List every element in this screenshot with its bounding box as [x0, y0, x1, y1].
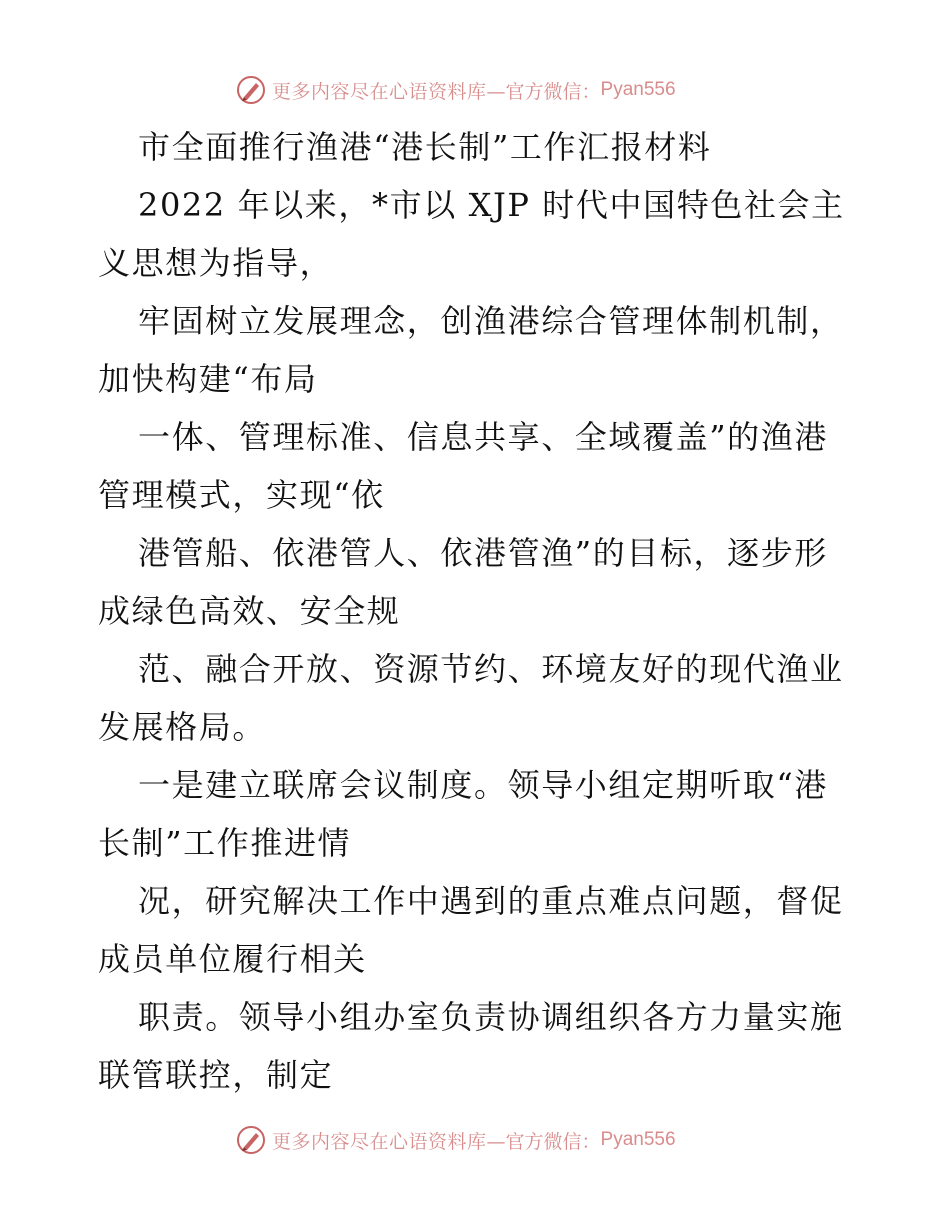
pen-logo-icon	[236, 1125, 266, 1155]
document-line: 职责。领导小组办室负责协调组织各方力量实施	[138, 998, 844, 1036]
document-body	[98, 118, 858, 1104]
document-line: 成绿色高效、安全规	[98, 592, 401, 630]
document-line: 联管联控，制定	[98, 1056, 334, 1094]
document-line: 一是建立联席会议制度。领导小组定期听取“港	[138, 766, 828, 804]
watermark-separator: —官方微信：	[486, 80, 601, 103]
document-line: 况，研究解决工作中遇到的重点难点问题，督促	[138, 882, 844, 920]
document-line: 范、融合开放、资源节约、环境友好的现代渔业	[138, 650, 844, 688]
watermark-footer	[236, 1123, 676, 1157]
watermark-separator: —官方微信：	[486, 1130, 601, 1153]
document-line: 成员单位履行相关	[98, 940, 367, 978]
document-line: 加快构建“布局	[98, 360, 318, 398]
watermark-wechat-id: Pyan556	[600, 1129, 676, 1150]
document-line: 管理模式，实现“依	[98, 476, 385, 514]
watermark-text: 更多内容尽在心语资料库	[272, 1130, 487, 1153]
watermark-text: 更多内容尽在心语资料库	[272, 80, 487, 103]
document-line: 义思想为指导，	[98, 244, 334, 282]
document-line: 市全面推行渔港“港长制”工作汇报材料	[138, 128, 712, 166]
document-line: 发展格局。	[98, 708, 267, 746]
document-line: 一体、管理标准、信息共享、全域覆盖”的渔港	[138, 418, 828, 456]
document-line: 长制”工作推进情	[98, 824, 352, 862]
document-line: 2022 年以来，*市以 XJP 时代中国特色社会主	[138, 186, 845, 224]
watermark-header	[236, 73, 676, 107]
document-line: 港管船、依港管人、依港管渔”的目标，逐步形	[138, 534, 828, 572]
pen-logo-icon	[236, 75, 266, 105]
document-line: 牢固树立发展理念，创渔港综合管理体制机制，	[138, 302, 844, 340]
watermark-wechat-id: Pyan556	[600, 79, 676, 100]
